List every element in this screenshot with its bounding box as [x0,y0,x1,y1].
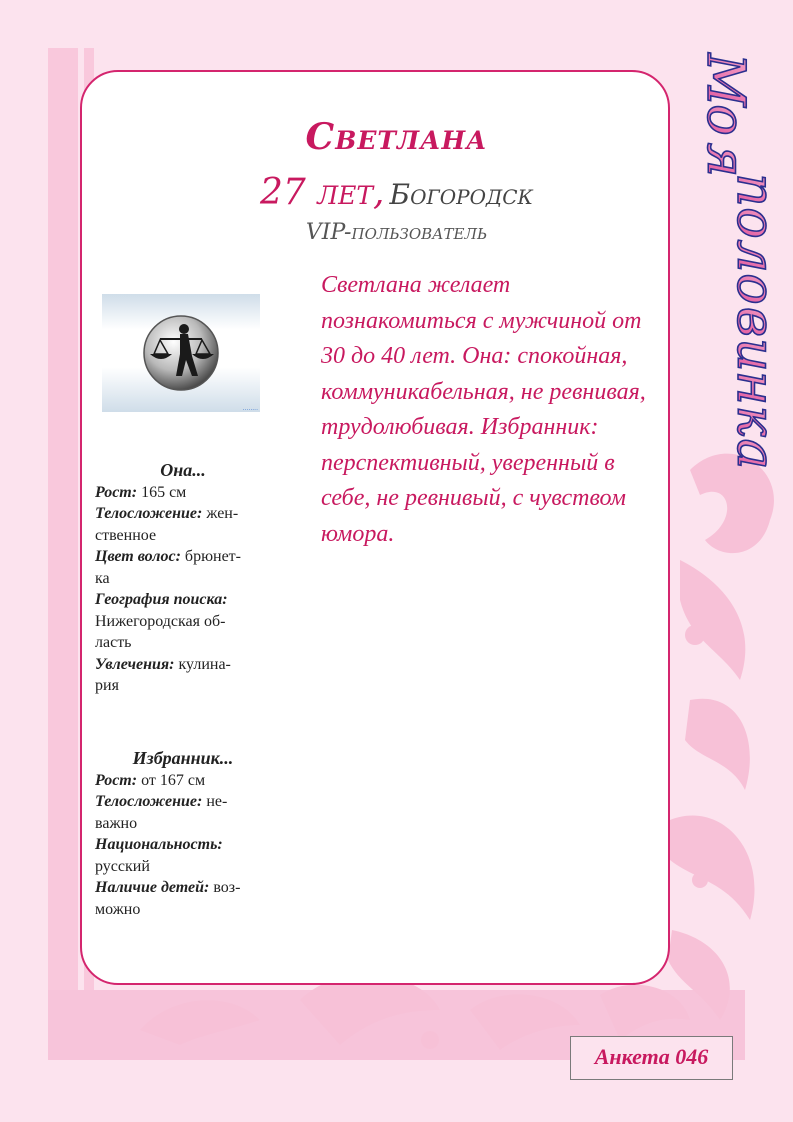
partner-heading: Избранник... [132,748,234,768]
magazine-title [654,40,785,470]
about-text: Светлана желает познакомиться с мужчиной от 30 до 40 лет. Она: спокойная, коммуникабельная, не ревнивая, трудолюбивая. Избранник: перспективный, уверенный в себе, не ревнивый, с чувством юмора. [321,272,646,547]
partner-nation-value: русский [95,857,150,875]
she-heading: Она... [160,460,206,480]
title-letter: и [725,338,785,372]
she-hair-cont: ка [95,569,110,587]
profile-city: Богородск [389,178,534,211]
she-hobby: Увлечения: кулина- [95,655,231,673]
she-hobby-cont: рия [95,677,119,694]
title-letter: М [695,53,755,107]
she-height: Рост: 165 см [95,483,187,501]
partner-kids: Наличие детей: воз- [95,879,241,896]
partner-nation-label: Национальность: [95,836,223,853]
partner-build: Телосложение: не- [95,793,228,810]
profile-status: VIP-пользователь [305,220,488,245]
title-letter: о [725,207,785,239]
title-letter: в [725,306,785,338]
she-geo-value: Нижегородская об- [95,612,226,630]
partner-kids-cont: можно [95,900,141,918]
partner-build-cont: важно [95,814,138,832]
she-build-cont: ственное [95,526,157,544]
title-letter: н [725,370,785,406]
title-letter: о [695,104,755,136]
she-geo-value-cont: ласть [95,634,132,651]
she-info [95,460,271,697]
profile-age: 27 лет, [259,172,385,213]
profile-photo [102,294,260,412]
title-letter: к [725,405,785,437]
she-hair: Цвет волос: брюнет- [95,548,241,565]
profile-name: Светлана [305,116,488,158]
title-letter: о [725,273,785,305]
photo-credit: ........ [242,405,258,412]
libra-zodiac-icon [102,294,260,412]
form-number-box: Анкета 046 [570,1036,733,1080]
partner-info [95,748,271,920]
title-letter: а [725,438,785,470]
she-build: Телосложение: жен- [95,505,239,522]
title-letter: п [725,173,785,207]
partner-height: Рост: от 167 см [95,771,206,789]
title-letter: я [695,142,755,178]
title-letter: л [725,239,785,273]
she-geo-label: География поиска: [95,591,228,608]
